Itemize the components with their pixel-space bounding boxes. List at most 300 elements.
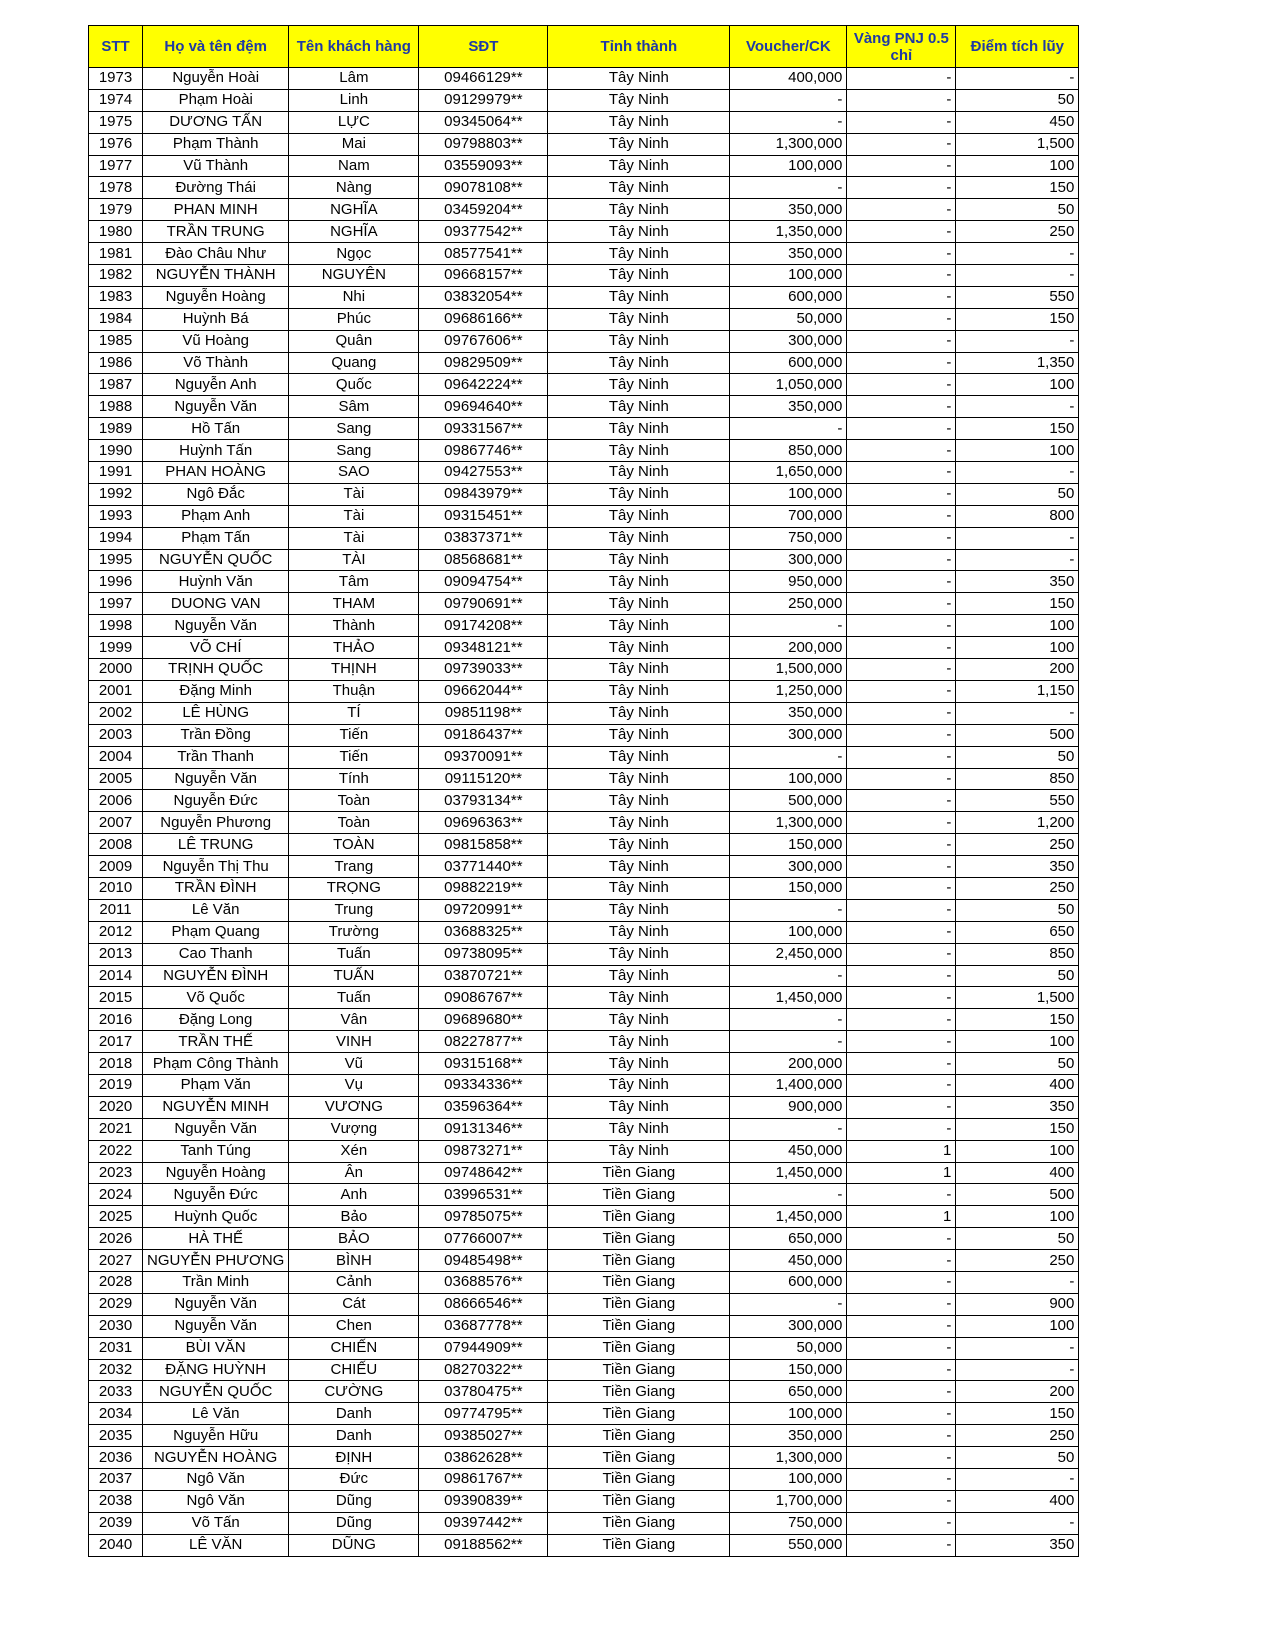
- cell-voucher: 300,000: [730, 724, 847, 746]
- cell-voucher: 1,700,000: [730, 1490, 847, 1512]
- cell-phone: 03862628**: [419, 1447, 548, 1469]
- cell-voucher: 850,000: [730, 440, 847, 462]
- cell-points: 400: [956, 1074, 1079, 1096]
- cell-province: Tây Ninh: [548, 308, 730, 330]
- cell-phone: 08270322**: [419, 1359, 548, 1381]
- cell-middle-name: PHAN MINH: [143, 199, 289, 221]
- cell-voucher: 300,000: [730, 1315, 847, 1337]
- cell-gold: -: [847, 1271, 956, 1293]
- cell-voucher: 300,000: [730, 856, 847, 878]
- cell-province: Tiền Giang: [548, 1293, 730, 1315]
- cell-points: -: [956, 1359, 1079, 1381]
- cell-middle-name: Nguyễn Văn: [143, 768, 289, 790]
- cell-middle-name: Nguyễn Văn: [143, 615, 289, 637]
- cell-middle-name: Nguyễn Phương: [143, 812, 289, 834]
- cell-gold: -: [847, 1118, 956, 1140]
- cell-phone: 03870721**: [419, 965, 548, 987]
- cell-stt: 2031: [89, 1337, 143, 1359]
- cell-points: 1,500: [956, 987, 1079, 1009]
- cell-points: 800: [956, 505, 1079, 527]
- header-gold: Vàng PNJ 0.5 chỉ: [847, 26, 956, 68]
- cell-phone: 09377542**: [419, 221, 548, 243]
- cell-customer-name: ĐỊNH: [289, 1447, 419, 1469]
- cell-middle-name: NGUYỄN QUỐC: [143, 549, 289, 571]
- cell-phone: 09767606**: [419, 330, 548, 352]
- cell-phone: 09186437**: [419, 724, 548, 746]
- cell-province: Tây Ninh: [548, 943, 730, 965]
- cell-voucher: 1,350,000: [730, 221, 847, 243]
- table-row: [89, 724, 1079, 746]
- cell-middle-name: Võ Thành: [143, 352, 289, 374]
- cell-stt: 2033: [89, 1381, 143, 1403]
- cell-middle-name: HÀ THẾ: [143, 1228, 289, 1250]
- cell-customer-name: Cát: [289, 1293, 419, 1315]
- cell-gold: 1: [847, 1206, 956, 1228]
- cell-gold: -: [847, 987, 956, 1009]
- cell-middle-name: Phạm Anh: [143, 505, 289, 527]
- cell-gold: -: [847, 768, 956, 790]
- cell-phone: 07944909**: [419, 1337, 548, 1359]
- cell-province: Tiền Giang: [548, 1162, 730, 1184]
- table-row: [89, 1359, 1079, 1381]
- cell-middle-name: Lê Văn: [143, 899, 289, 921]
- cell-middle-name: Phạm Thành: [143, 133, 289, 155]
- cell-voucher: 350,000: [730, 396, 847, 418]
- cell-customer-name: Vũ: [289, 1053, 419, 1075]
- cell-voucher: 300,000: [730, 549, 847, 571]
- cell-gold: -: [847, 440, 956, 462]
- cell-province: Tiền Giang: [548, 1469, 730, 1491]
- cell-middle-name: Đặng Long: [143, 1009, 289, 1031]
- cell-voucher: 950,000: [730, 571, 847, 593]
- cell-customer-name: BÌNH: [289, 1250, 419, 1272]
- cell-stt: 2023: [89, 1162, 143, 1184]
- cell-voucher: 1,450,000: [730, 1206, 847, 1228]
- cell-phone: 09348121**: [419, 637, 548, 659]
- cell-gold: -: [847, 834, 956, 856]
- cell-middle-name: Ngô Văn: [143, 1469, 289, 1491]
- cell-middle-name: Ngô Văn: [143, 1490, 289, 1512]
- cell-gold: -: [847, 1096, 956, 1118]
- cell-points: 450: [956, 111, 1079, 133]
- cell-middle-name: TRẦN ĐÌNH: [143, 877, 289, 899]
- cell-stt: 1983: [89, 286, 143, 308]
- cell-phone: 09785075**: [419, 1206, 548, 1228]
- cell-customer-name: TÀI: [289, 549, 419, 571]
- cell-points: 50: [956, 483, 1079, 505]
- cell-voucher: -: [730, 1293, 847, 1315]
- cell-stt: 2005: [89, 768, 143, 790]
- cell-middle-name: Nguyễn Hoài: [143, 68, 289, 90]
- cell-voucher: 350,000: [730, 243, 847, 265]
- cell-stt: 2018: [89, 1053, 143, 1075]
- cell-points: 850: [956, 943, 1079, 965]
- cell-middle-name: Ngô Đắc: [143, 483, 289, 505]
- cell-stt: 2017: [89, 1031, 143, 1053]
- cell-province: Tiền Giang: [548, 1447, 730, 1469]
- cell-customer-name: TOÀN: [289, 834, 419, 856]
- cell-province: Tây Ninh: [548, 462, 730, 484]
- cell-points: 400: [956, 1162, 1079, 1184]
- cell-stt: 2007: [89, 812, 143, 834]
- cell-gold: -: [847, 89, 956, 111]
- table-row: [89, 877, 1079, 899]
- cell-customer-name: Vân: [289, 1009, 419, 1031]
- cell-gold: -: [847, 308, 956, 330]
- cell-province: Tây Ninh: [548, 812, 730, 834]
- cell-province: Tây Ninh: [548, 965, 730, 987]
- cell-customer-name: Đức: [289, 1469, 419, 1491]
- cell-province: Tây Ninh: [548, 571, 730, 593]
- cell-voucher: 100,000: [730, 483, 847, 505]
- cell-gold: -: [847, 702, 956, 724]
- cell-stt: 1994: [89, 527, 143, 549]
- cell-phone: 03688325**: [419, 921, 548, 943]
- cell-gold: -: [847, 790, 956, 812]
- cell-stt: 1982: [89, 265, 143, 287]
- cell-gold: -: [847, 724, 956, 746]
- header-points: Điểm tích lũy: [956, 26, 1079, 68]
- cell-phone: 03596364**: [419, 1096, 548, 1118]
- header-customer-name: Tên khách hàng: [289, 26, 419, 68]
- cell-middle-name: Nguyễn Anh: [143, 374, 289, 396]
- table-row: [89, 286, 1079, 308]
- cell-stt: 1995: [89, 549, 143, 571]
- cell-province: Tây Ninh: [548, 330, 730, 352]
- cell-gold: -: [847, 330, 956, 352]
- cell-customer-name: Sâm: [289, 396, 419, 418]
- cell-gold: -: [847, 659, 956, 681]
- cell-phone: 09815858**: [419, 834, 548, 856]
- table-row: [89, 549, 1079, 571]
- cell-middle-name: NGUYỄN HOÀNG: [143, 1447, 289, 1469]
- cell-gold: -: [847, 221, 956, 243]
- cell-stt: 1988: [89, 396, 143, 418]
- cell-gold: -: [847, 593, 956, 615]
- cell-middle-name: Võ Tấn: [143, 1512, 289, 1534]
- cell-gold: -: [847, 637, 956, 659]
- header-stt: STT: [89, 26, 143, 68]
- cell-points: 50: [956, 899, 1079, 921]
- table-row: [89, 746, 1079, 768]
- table-row: [89, 1271, 1079, 1293]
- cell-voucher: 200,000: [730, 1053, 847, 1075]
- table-row: [89, 1206, 1079, 1228]
- cell-phone: 09466129**: [419, 68, 548, 90]
- cell-province: Tây Ninh: [548, 352, 730, 374]
- table-row: [89, 1184, 1079, 1206]
- table-row: [89, 133, 1079, 155]
- cell-middle-name: LÊ HÙNG: [143, 702, 289, 724]
- cell-phone: 09668157**: [419, 265, 548, 287]
- cell-customer-name: CHIẾN: [289, 1337, 419, 1359]
- cell-gold: -: [847, 1053, 956, 1075]
- cell-stt: 1976: [89, 133, 143, 155]
- cell-middle-name: Đào Châu Như: [143, 243, 289, 265]
- table-row: [89, 1425, 1079, 1447]
- cell-customer-name: Tài: [289, 483, 419, 505]
- cell-stt: 2038: [89, 1490, 143, 1512]
- cell-phone: 09738095**: [419, 943, 548, 965]
- cell-gold: -: [847, 571, 956, 593]
- cell-customer-name: Ân: [289, 1162, 419, 1184]
- cell-stt: 2004: [89, 746, 143, 768]
- cell-gold: -: [847, 1381, 956, 1403]
- cell-customer-name: Vụ: [289, 1074, 419, 1096]
- table-row: [89, 965, 1079, 987]
- cell-middle-name: Phạm Tấn: [143, 527, 289, 549]
- cell-stt: 2034: [89, 1403, 143, 1425]
- cell-phone: 09662044**: [419, 680, 548, 702]
- cell-gold: -: [847, 943, 956, 965]
- cell-gold: -: [847, 418, 956, 440]
- table-row: [89, 702, 1079, 724]
- cell-customer-name: Nàng: [289, 177, 419, 199]
- cell-middle-name: VÕ CHÍ: [143, 637, 289, 659]
- cell-province: Tây Ninh: [548, 155, 730, 177]
- table-row: [89, 177, 1079, 199]
- cell-stt: 2037: [89, 1469, 143, 1491]
- cell-stt: 1973: [89, 68, 143, 90]
- cell-customer-name: Toàn: [289, 812, 419, 834]
- cell-points: 250: [956, 1425, 1079, 1447]
- cell-points: -: [956, 527, 1079, 549]
- cell-gold: -: [847, 1425, 956, 1447]
- table-row: [89, 1250, 1079, 1272]
- cell-points: 50: [956, 965, 1079, 987]
- cell-points: 50: [956, 1053, 1079, 1075]
- cell-points: 250: [956, 834, 1079, 856]
- cell-province: Tây Ninh: [548, 483, 730, 505]
- cell-province: Tây Ninh: [548, 987, 730, 1009]
- cell-gold: -: [847, 177, 956, 199]
- cell-voucher: 1,650,000: [730, 462, 847, 484]
- cell-customer-name: Ngọc: [289, 243, 419, 265]
- cell-customer-name: Nhi: [289, 286, 419, 308]
- cell-customer-name: Tính: [289, 768, 419, 790]
- cell-province: Tây Ninh: [548, 724, 730, 746]
- cell-gold: -: [847, 286, 956, 308]
- cell-gold: -: [847, 812, 956, 834]
- cell-middle-name: Huỳnh Quốc: [143, 1206, 289, 1228]
- cell-voucher: 350,000: [730, 702, 847, 724]
- cell-gold: 1: [847, 1140, 956, 1162]
- cell-middle-name: Nguyễn Hoàng: [143, 1162, 289, 1184]
- cell-middle-name: LÊ VĂN: [143, 1534, 289, 1556]
- cell-customer-name: VƯƠNG: [289, 1096, 419, 1118]
- table-row: [89, 155, 1079, 177]
- table-row: [89, 834, 1079, 856]
- cell-middle-name: Võ Quốc: [143, 987, 289, 1009]
- cell-points: 500: [956, 724, 1079, 746]
- cell-stt: 1993: [89, 505, 143, 527]
- cell-customer-name: Sang: [289, 440, 419, 462]
- cell-gold: -: [847, 1490, 956, 1512]
- cell-phone: 08577541**: [419, 243, 548, 265]
- cell-province: Tây Ninh: [548, 746, 730, 768]
- cell-customer-name: NGUYÊN: [289, 265, 419, 287]
- cell-province: Tiền Giang: [548, 1184, 730, 1206]
- cell-middle-name: Trần Đồng: [143, 724, 289, 746]
- cell-gold: -: [847, 396, 956, 418]
- cell-gold: -: [847, 746, 956, 768]
- cell-province: Tây Ninh: [548, 856, 730, 878]
- cell-province: Tây Ninh: [548, 834, 730, 856]
- cell-province: Tây Ninh: [548, 243, 730, 265]
- cell-voucher: 750,000: [730, 527, 847, 549]
- cell-voucher: -: [730, 1118, 847, 1140]
- cell-points: 350: [956, 856, 1079, 878]
- cell-middle-name: Nguyễn Hoàng: [143, 286, 289, 308]
- cell-voucher: 200,000: [730, 637, 847, 659]
- cell-province: Tây Ninh: [548, 1140, 730, 1162]
- table-row: [89, 856, 1079, 878]
- cell-points: -: [956, 330, 1079, 352]
- cell-stt: 2028: [89, 1271, 143, 1293]
- cell-stt: 2029: [89, 1293, 143, 1315]
- cell-province: Tây Ninh: [548, 1096, 730, 1118]
- cell-middle-name: NGUYỄN THÀNH: [143, 265, 289, 287]
- cell-gold: -: [847, 965, 956, 987]
- table-row: [89, 1315, 1079, 1337]
- cell-province: Tây Ninh: [548, 199, 730, 221]
- table-row: [89, 812, 1079, 834]
- table-row: [89, 462, 1079, 484]
- cell-points: -: [956, 68, 1079, 90]
- cell-voucher: 1,500,000: [730, 659, 847, 681]
- cell-province: Tây Ninh: [548, 1118, 730, 1140]
- cell-phone: 09873271**: [419, 1140, 548, 1162]
- cell-middle-name: Phạm Văn: [143, 1074, 289, 1096]
- cell-customer-name: Dũng: [289, 1512, 419, 1534]
- cell-middle-name: Nguyễn Văn: [143, 1293, 289, 1315]
- cell-phone: 09798803**: [419, 133, 548, 155]
- cell-voucher: 1,050,000: [730, 374, 847, 396]
- cell-points: 150: [956, 593, 1079, 615]
- cell-stt: 2021: [89, 1118, 143, 1140]
- cell-province: Tây Ninh: [548, 68, 730, 90]
- cell-voucher: -: [730, 177, 847, 199]
- cell-stt: 1991: [89, 462, 143, 484]
- cell-customer-name: Tài: [289, 505, 419, 527]
- table-row: [89, 659, 1079, 681]
- cell-customer-name: Danh: [289, 1403, 419, 1425]
- table-row: [89, 593, 1079, 615]
- cell-customer-name: Bảo: [289, 1206, 419, 1228]
- cell-voucher: -: [730, 1009, 847, 1031]
- cell-gold: -: [847, 133, 956, 155]
- cell-middle-name: PHAN HOÀNG: [143, 462, 289, 484]
- cell-points: 250: [956, 877, 1079, 899]
- cell-province: Tây Ninh: [548, 1053, 730, 1075]
- cell-phone: 03780475**: [419, 1381, 548, 1403]
- cell-points: 100: [956, 637, 1079, 659]
- cell-province: Tiền Giang: [548, 1337, 730, 1359]
- cell-points: 50: [956, 1447, 1079, 1469]
- cell-stt: 1974: [89, 89, 143, 111]
- cell-middle-name: NGUYỄN QUỐC: [143, 1381, 289, 1403]
- cell-phone: 09390839**: [419, 1490, 548, 1512]
- table-row: [89, 1096, 1079, 1118]
- cell-gold: -: [847, 1447, 956, 1469]
- cell-points: 50: [956, 1228, 1079, 1250]
- cell-customer-name: TRỌNG: [289, 877, 419, 899]
- cell-gold: -: [847, 1293, 956, 1315]
- cell-gold: -: [847, 352, 956, 374]
- cell-middle-name: Phạm Công Thành: [143, 1053, 289, 1075]
- cell-points: 650: [956, 921, 1079, 943]
- cell-phone: 09774795**: [419, 1403, 548, 1425]
- cell-stt: 1987: [89, 374, 143, 396]
- cell-customer-name: Tiến: [289, 724, 419, 746]
- cell-gold: -: [847, 505, 956, 527]
- cell-province: Tây Ninh: [548, 680, 730, 702]
- cell-province: Tây Ninh: [548, 768, 730, 790]
- cell-gold: -: [847, 1009, 956, 1031]
- cell-middle-name: Tanh Túng: [143, 1140, 289, 1162]
- cell-voucher: 1,450,000: [730, 987, 847, 1009]
- cell-customer-name: Vượng: [289, 1118, 419, 1140]
- cell-points: 250: [956, 221, 1079, 243]
- cell-stt: 2032: [89, 1359, 143, 1381]
- cell-points: 150: [956, 1118, 1079, 1140]
- cell-points: 500: [956, 1184, 1079, 1206]
- cell-voucher: -: [730, 1031, 847, 1053]
- cell-province: Tây Ninh: [548, 921, 730, 943]
- cell-province: Tiền Giang: [548, 1534, 730, 1556]
- cell-stt: 1999: [89, 637, 143, 659]
- cell-gold: -: [847, 68, 956, 90]
- cell-customer-name: Lâm: [289, 68, 419, 90]
- cell-stt: 1992: [89, 483, 143, 505]
- cell-customer-name: VINH: [289, 1031, 419, 1053]
- table-row: [89, 1381, 1079, 1403]
- cell-province: Tây Ninh: [548, 286, 730, 308]
- table-row: [89, 1053, 1079, 1075]
- cell-voucher: 50,000: [730, 1337, 847, 1359]
- table-row: [89, 943, 1079, 965]
- cell-voucher: 600,000: [730, 352, 847, 374]
- cell-voucher: 100,000: [730, 921, 847, 943]
- cell-customer-name: Anh: [289, 1184, 419, 1206]
- cell-points: 150: [956, 177, 1079, 199]
- cell-province: Tây Ninh: [548, 1074, 730, 1096]
- table-row: [89, 1293, 1079, 1315]
- cell-points: 100: [956, 155, 1079, 177]
- cell-stt: 2036: [89, 1447, 143, 1469]
- cell-phone: 09843979**: [419, 483, 548, 505]
- cell-phone: 09315168**: [419, 1053, 548, 1075]
- cell-points: -: [956, 1469, 1079, 1491]
- table-row: [89, 396, 1079, 418]
- cell-phone: 09739033**: [419, 659, 548, 681]
- table-row: [89, 527, 1079, 549]
- cell-phone: 03688576**: [419, 1271, 548, 1293]
- cell-province: Tây Ninh: [548, 659, 730, 681]
- cell-customer-name: Tiến: [289, 746, 419, 768]
- cell-customer-name: Mai: [289, 133, 419, 155]
- table-row: [89, 1447, 1079, 1469]
- cell-voucher: 150,000: [730, 1359, 847, 1381]
- cell-province: Tây Ninh: [548, 221, 730, 243]
- cell-middle-name: DUONG VAN: [143, 593, 289, 615]
- cell-customer-name: Thuận: [289, 680, 419, 702]
- cell-points: -: [956, 549, 1079, 571]
- cell-customer-name: Phúc: [289, 308, 419, 330]
- cell-points: 200: [956, 1381, 1079, 1403]
- cell-customer-name: Quang: [289, 352, 419, 374]
- table-row: [89, 987, 1079, 1009]
